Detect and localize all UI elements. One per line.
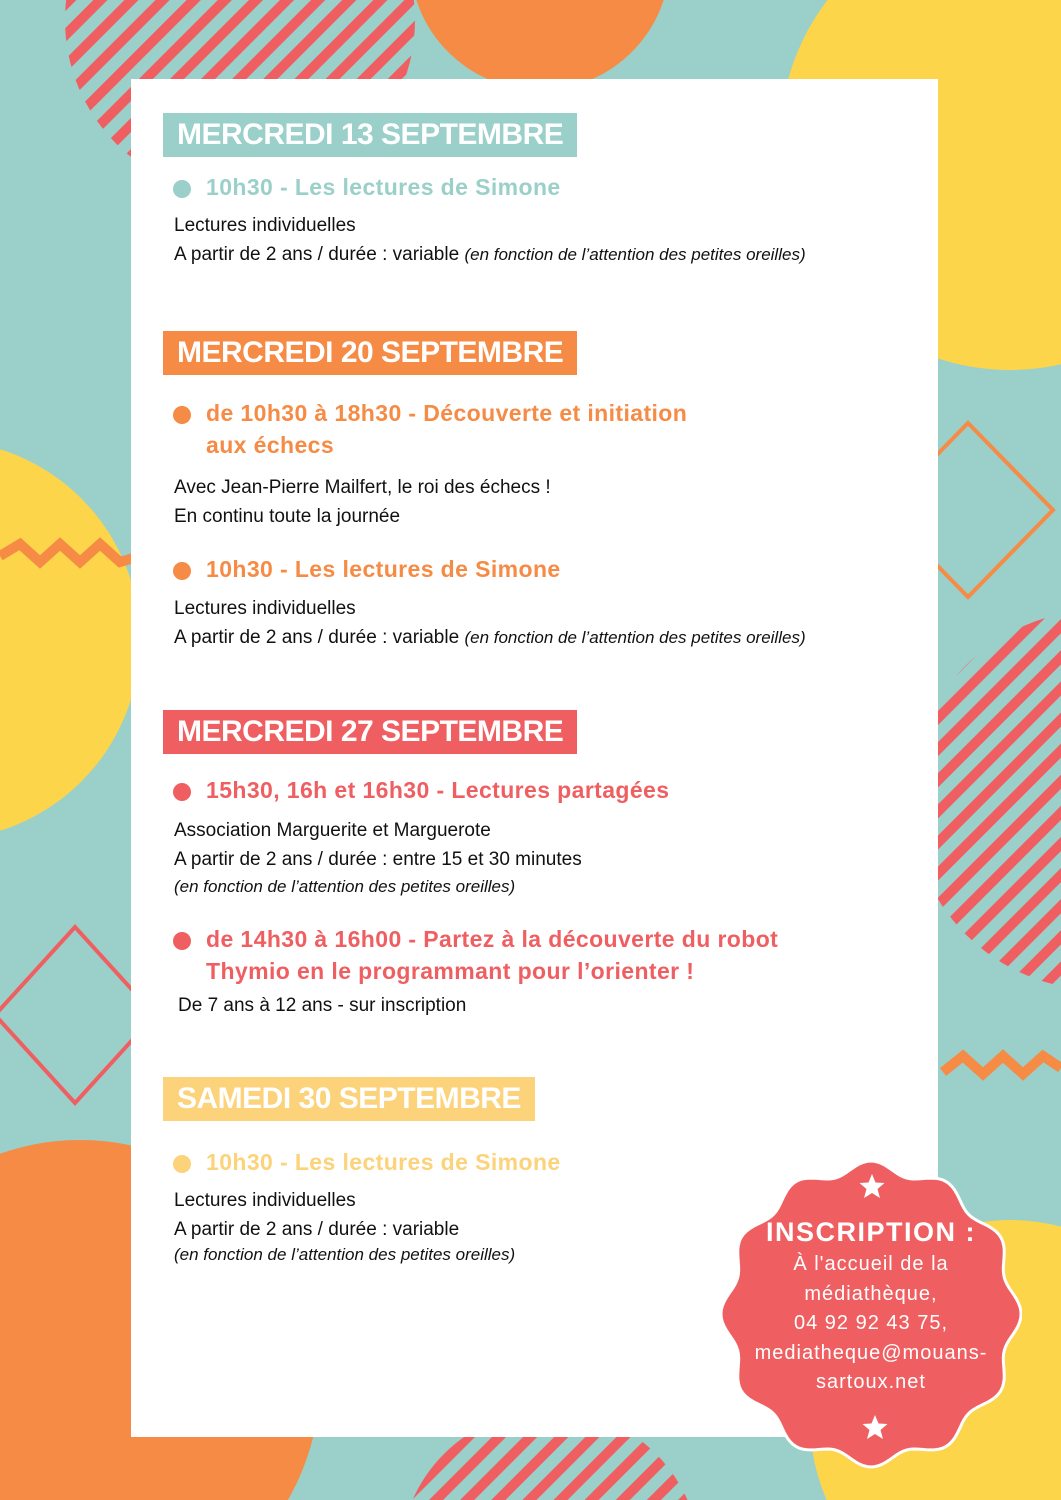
zigzag-right xyxy=(943,1056,1061,1074)
event-title xyxy=(174,171,561,203)
event-title-line: de 10h30 à 18h30 - Découverte et initiation xyxy=(206,400,688,426)
section-heading-text: SAMEDI 30 SEPTEMBRE xyxy=(177,1082,521,1115)
inscription-line: À l'accueil de la xyxy=(793,1253,949,1275)
bullet-dot xyxy=(173,783,191,801)
section-heading-13-septembre xyxy=(163,113,577,157)
yellow-circle-left xyxy=(0,440,140,840)
event-detail: A partir de 2 ans / durée : entre 15 et 30 minutes xyxy=(174,849,582,870)
inscription-line: médiathèque, xyxy=(804,1282,938,1305)
event-detail xyxy=(174,243,806,267)
event-note: (en fonction de l’attention des petites oreilles) xyxy=(464,628,806,647)
section-heading-20-septembre xyxy=(163,331,577,375)
event-title-line: 10h30 - Les lectures de Simone xyxy=(206,174,561,200)
event-title-line: 10h30 - Les lectures de Simone xyxy=(206,556,561,582)
bullet-dot xyxy=(173,180,191,198)
inscription-text xyxy=(720,1214,1022,1398)
section-heading-27-septembre xyxy=(163,710,577,754)
event-title-line: Thymio en le programmant pour l’orienter ! xyxy=(206,958,695,984)
inscription-line: 04 92 92 43 75, xyxy=(793,1312,948,1334)
event-detail: Lectures individuelles xyxy=(174,1190,356,1211)
event-detail: En continu toute la journée xyxy=(174,506,401,527)
event-detail: Avec Jean-Pierre Mailfert, le roi des échecs ! xyxy=(174,477,551,498)
event-detail xyxy=(174,626,806,650)
event-note: (en fonction de l’attention des petites oreilles) xyxy=(174,1245,516,1264)
event-detail: Association Marguerite et Marguerote xyxy=(174,820,491,841)
section-heading-text: MERCREDI 27 SEPTEMBRE xyxy=(177,715,564,748)
event-title xyxy=(174,397,687,461)
inscription-line: mediatheque@mouans- xyxy=(754,1341,988,1364)
event-note: (en fonction de l’attention des petites oreilles) xyxy=(174,877,516,896)
event-title-line: 10h30 - Les lectures de Simone xyxy=(206,1149,561,1175)
section-heading-text: MERCREDI 13 SEPTEMBRE xyxy=(177,118,564,151)
event-detail: De 7 ans à 12 ans - sur inscription xyxy=(178,995,467,1016)
event-title-line: de 14h30 à 16h00 - Partez à la découverte du robot xyxy=(206,926,779,952)
event-title xyxy=(174,774,669,806)
section-heading-30-septembre xyxy=(163,1077,535,1121)
event-title xyxy=(174,923,778,987)
bullet-dot xyxy=(173,1155,191,1173)
event-detail-text: A partir de 2 ans / durée : variable xyxy=(174,627,460,648)
inscription-line: sartoux.net xyxy=(816,1371,926,1393)
inscription-title: INSCRIPTION : xyxy=(765,1217,976,1247)
section-heading-text: MERCREDI 20 SEPTEMBRE xyxy=(177,336,564,369)
event-detail: Lectures individuelles xyxy=(174,215,356,236)
bullet-dot xyxy=(173,932,191,950)
event-detail: Lectures individuelles xyxy=(174,598,356,619)
event-detail-text: A partir de 2 ans / durée : variable xyxy=(174,244,460,265)
event-title xyxy=(174,553,561,585)
event-note: (en fonction de l’attention des petites oreilles) xyxy=(464,245,806,264)
bullet-dot xyxy=(173,562,191,580)
event-title xyxy=(174,1146,561,1178)
event-title-line: 15h30, 16h et 16h30 - Lectures partagées xyxy=(206,777,670,803)
event-title-line: aux échecs xyxy=(206,432,335,458)
bullet-dot xyxy=(173,406,191,424)
event-detail: A partir de 2 ans / durée : variable xyxy=(174,1219,460,1240)
orange-circle-top xyxy=(410,0,670,90)
